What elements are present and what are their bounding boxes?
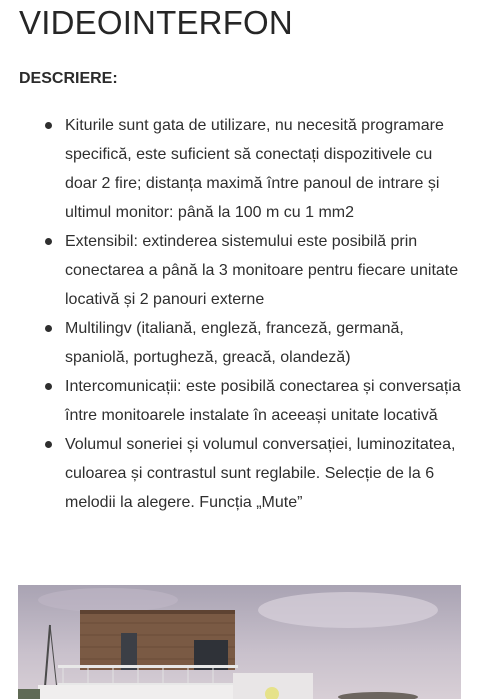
list-item bbox=[0, 111, 479, 227]
feature-list bbox=[0, 111, 479, 517]
bullet-icon bbox=[45, 383, 52, 390]
description-heading: DESCRIERE: bbox=[19, 70, 118, 87]
list-item bbox=[0, 430, 479, 517]
list-item-text: Kiturile sunt gata de utilizare, nu necesită programare specifică, este suficient să conectați dispozitivele cu doar 2 fire; distanța maximă între panoul de intrare și ultimul monitor: până la 100 m cu 1 mm2 bbox=[65, 117, 444, 221]
page-title: VIDEOINTERFON bbox=[19, 4, 293, 41]
bullet-icon bbox=[45, 441, 52, 448]
house-photo bbox=[18, 585, 461, 699]
list-item-text: Multilingv (italiană, engleză, franceză, germană, spaniolă, portugheză, greacă, olandeză) bbox=[65, 320, 404, 366]
bullet-icon bbox=[45, 122, 52, 129]
bullet-icon bbox=[45, 238, 52, 245]
list-item bbox=[0, 227, 479, 314]
list-item bbox=[0, 372, 479, 430]
bullet-icon bbox=[45, 325, 52, 332]
list-item-text: Volumul soneriei și volumul conversației, luminozitatea, culoarea și contrastul sunt reglabile. Selecție de la 6 melodii la alegere. Funcția „Mute” bbox=[65, 436, 456, 511]
list-item-text: Intercomunicații: este posibilă conectarea și conversația între monitoarele instalate în aceeași unitate locativă bbox=[65, 378, 461, 424]
list-item bbox=[0, 314, 479, 372]
list-item-text: Extensibil: extinderea sistemului este posibilă prin conectarea a până la 3 monitoare pentru fiecare unitate locativă și 2 panouri externe bbox=[65, 233, 459, 308]
